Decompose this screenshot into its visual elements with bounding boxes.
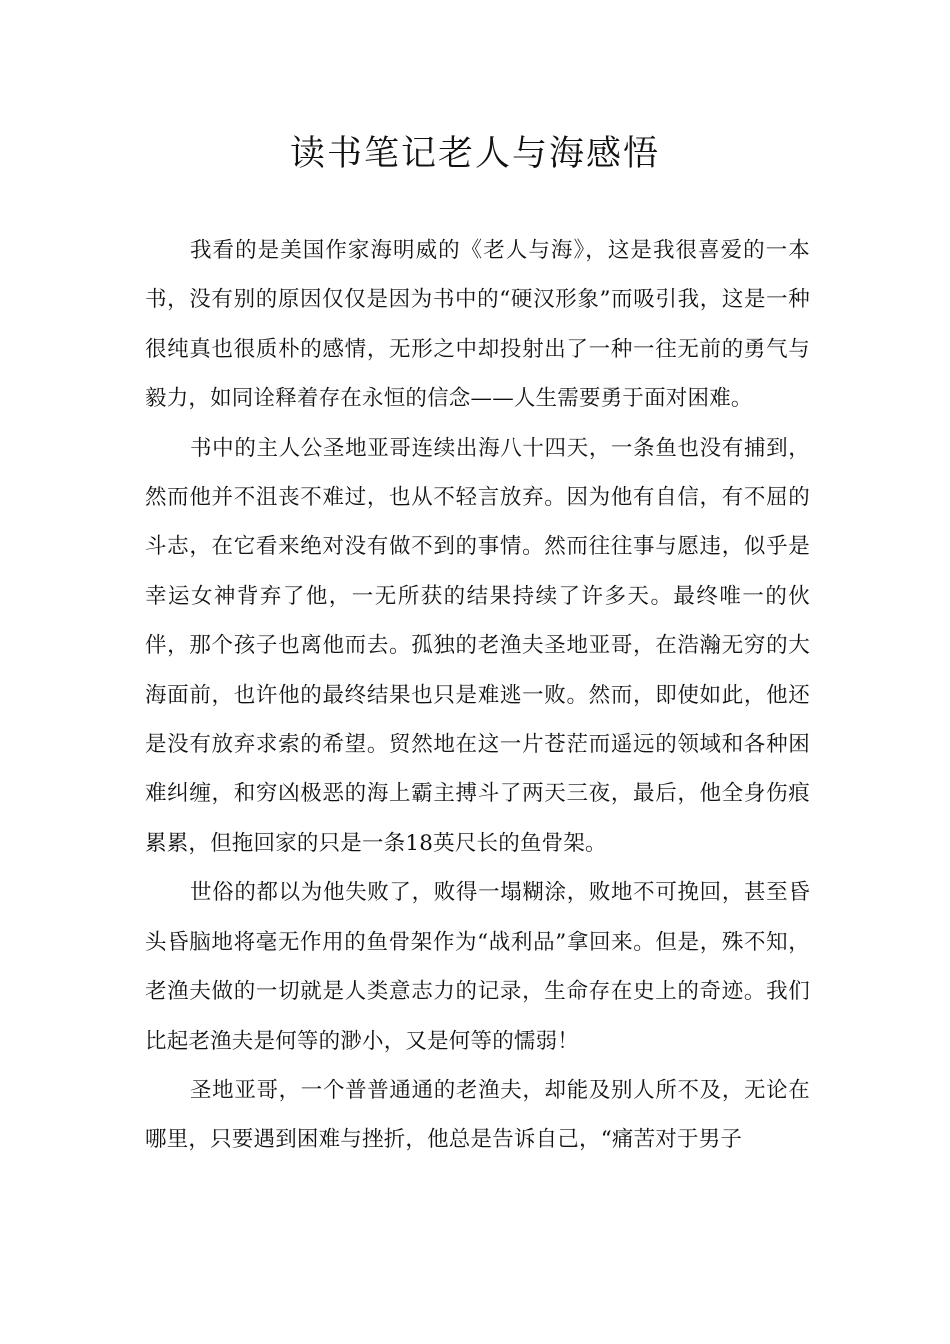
paragraph: 书中的主人公圣地亚哥连续出海八十四天，一条鱼也没有捕到，然而他并不沮丧不难过，也从不轻言放弃。因为他有自信，有不屈的斗志，在它看来绝对没有做不到的事情。然而往往事与愿违，似乎是幸运女神背弃了他，一无所获的结果持续了许多天。最终唯一的伙伴，那个孩子也离他而去。孤独的老渔夫圣地亚哥，在浩瀚无穷的大海面前，也许他的最终结果也只是难逃一败。然而，即使如此，他还是没有放弃求索的希望。贸然地在这一片苍茫而遥远的领域和各种困难纠缠，和穷凶极恶的海上霸主搏斗了两天三夜，最后，他全身伤痕累累，但拖回家的只是一条18英尺长的鱼骨架。 [145, 435, 810, 856]
document-title: 读书笔记老人与海感悟 [289, 134, 660, 174]
paragraph: 世俗的都以为他失败了，败得一塌糊涂，败地不可挽回，甚至昏头昏脑地将毫无作用的鱼骨架作为“战利品”拿回来。但是，殊不知，老渔夫做的一切就是人类意志力的记录，生命存在史上的奇迹。我们比起老渔夫是何等的渺小，又是何等的懦弱！ [145, 880, 810, 1054]
paragraph: 我看的是美国作家海明威的《老人与海》，这是我很喜爱的一本书，没有别的原因仅仅是因为书中的“硬汉形象”而吸引我，这是一种很纯真也很质朴的感情，无形之中却投射出了一种一往无前的勇气与毅力，如同诠释着存在永恒的信念——人生需要勇于面对困难。 [145, 238, 810, 412]
paragraph: 圣地亚哥，一个普普通通的老渔夫，却能及别人所不及，无论在哪里，只要遇到困难与挫折，他总是告诉自己，“痛苦对于男子 [145, 1077, 810, 1153]
document-body [145, 226, 810, 1165]
